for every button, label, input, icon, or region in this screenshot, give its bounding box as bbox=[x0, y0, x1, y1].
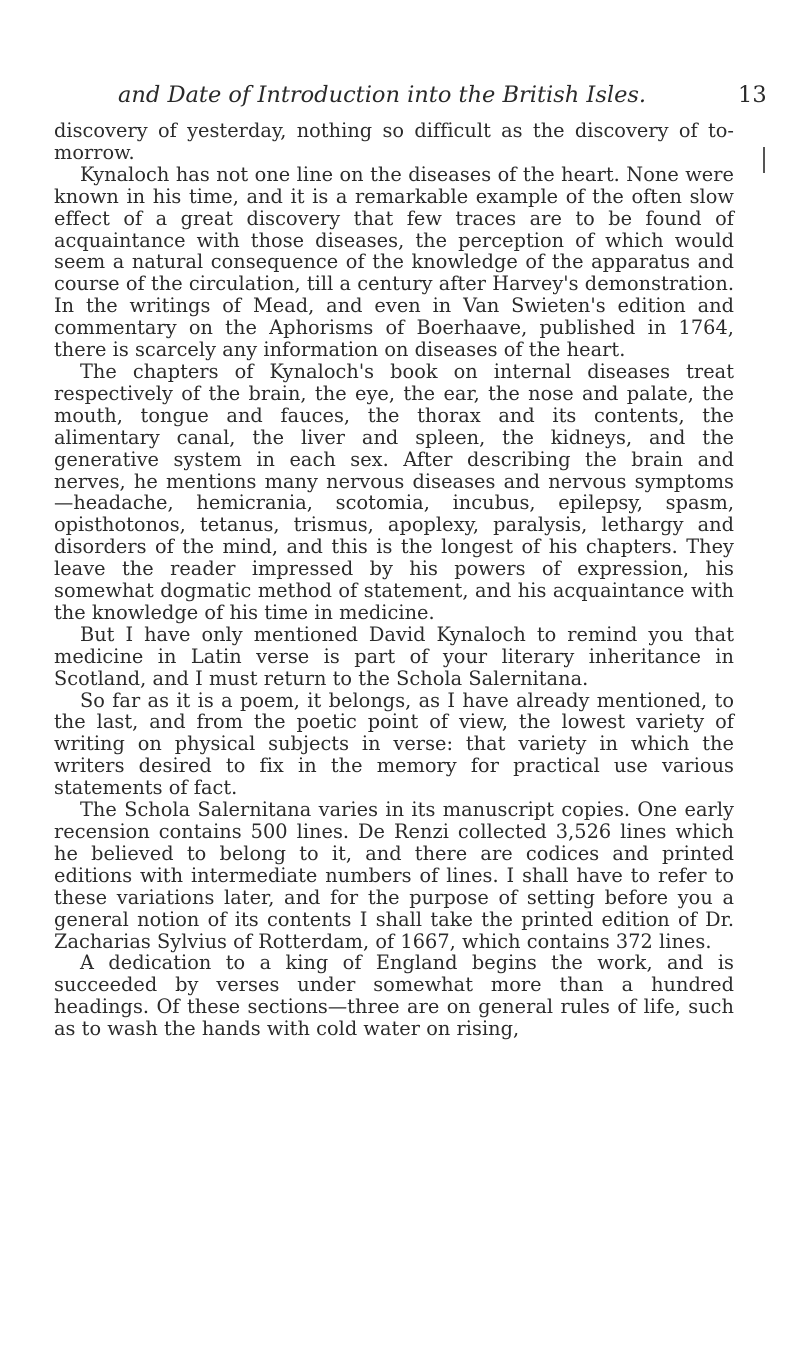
running-title: and Date of Introduction into the British Isles. bbox=[118, 82, 647, 108]
margin-mark bbox=[763, 147, 765, 173]
page-number: 13 bbox=[738, 82, 767, 108]
paragraph: The Schola Salernitana varies in its manuscript copies. One early recension contains 500 lines. De Renzi collected 3,526 lines which he believed to belong to it, and there are codices and printed editions with intermediate numbers of lines. I shall have to refer to these variations later, and for the purpose of setting before you a general notion of its contents I shall take the printed edition of Dr. Zacharias Sylvius of Rotterdam, of 1667, which contains 372 lines. bbox=[54, 798, 734, 953]
paragraph: So far as it is a poem, it belongs, as I have already mentioned, to the last, and from the poetic point of view, the lowest variety of writing on physical subjects in verse: that variety in which the writers desired to fix in the memory for practical use various statements of fact. bbox=[54, 688, 734, 800]
paragraph: Kynaloch has not one line on the diseases of the heart. None were known in his time, and it is a remarkable example of the often slow effect of a great discovery that few traces are to be found of acquaintance with those diseases, the perception of which would seem a natural consequence of the knowledge of the apparatus and course of the circulation, till a century after Harvey's demonstration. In the writings of Mead, and even in Van Swieten's edition and commentary on the Aphorisms of Boerhaave, published in 1764, there is scarcely any information on diseases of the heart. bbox=[54, 162, 734, 362]
paragraph: But I have only mentioned David Kynaloch to remind you that medicine in Latin verse is part of your literary inheritance in Scotland, and I must return to the Schola Salernitana. bbox=[54, 622, 734, 690]
running-head bbox=[0, 82, 800, 114]
paragraph: A dedication to a king of England begins the work, and is succeeded by verses under somewhat more than a hundred headings. Of these sections—three are on general rules of life, such as to wash the hands with cold water on rising, bbox=[54, 951, 734, 1041]
paragraph-continued: discovery of yesterday, nothing so difficult as the discovery of to-morrow. bbox=[54, 119, 734, 164]
body-text bbox=[54, 120, 734, 1040]
paragraph: The chapters of Kynaloch's book on internal diseases treat respectively of the brain, the eye, the ear, the nose and palate, the mouth, tongue and fauces, the thorax and its contents, the alimentary canal, the liver and spleen, the kidneys, and the generative system in each sex. After describing the brain and nerves, he mentions many nervous diseases and nervous symptoms—headache, hemicrania, scotomia, incubus, epilepsy, spasm, opisthotonos, tetanus, trismus, apoplexy, paralysis, lethargy and disorders of the mind, and this is the longest of his chapters. They leave the reader impressed by his powers of expression, his somewhat dogmatic method of statement, and his acquaintance with the knowledge of his time in medicine. bbox=[54, 359, 734, 624]
